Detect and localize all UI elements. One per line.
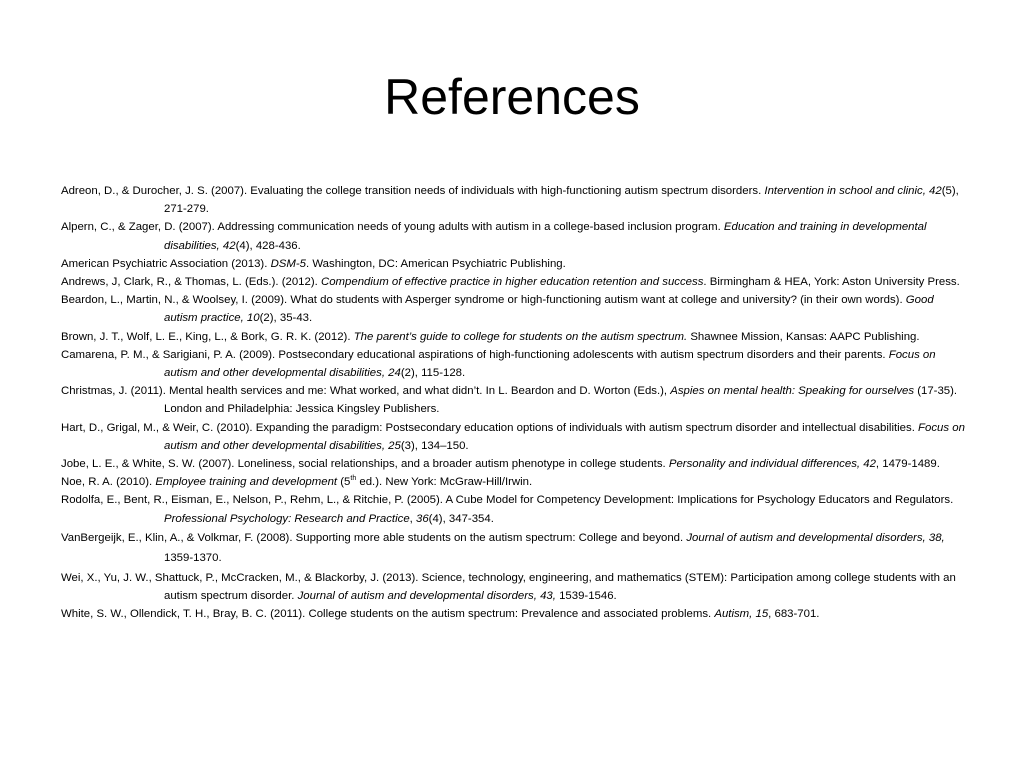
reference-item — [61, 455, 965, 473]
reference-item — [61, 491, 965, 527]
reference-text: Brown, J. T., Wolf, L. E., King, L., & Bork, G. R. K. (2012). — [61, 330, 354, 343]
reference-details: Shawnee Mission, Kansas: AAPC Publishing. — [687, 330, 920, 343]
reference-details: . Washington, DC: American Psychiatric Publishing. — [306, 257, 566, 270]
reference-item — [61, 182, 965, 218]
reference-details: 1539-1546. — [555, 590, 617, 603]
reference-details-tail: (4), 347-354. — [428, 512, 494, 525]
reference-text: Camarena, P. M., & Sarigiani, P. A. (2009). Postsecondary educational aspirations of high-functioning adolescents with autism spectrum disorders and their parents. — [61, 348, 889, 361]
reference-text: Hart, D., Grigal, M., & Weir, C. (2010). Expanding the paradigm: Postsecondary education options of individuals with autism spectrum disorder and intellectual disabilities. — [61, 421, 919, 434]
ordinal-superscript: th — [350, 475, 357, 483]
reference-text: Christmas, J. (2011). Mental health services and me: What worked, and what didn’t. In L. Beardon and D. Worton (Eds.), — [61, 385, 671, 398]
reference-item — [61, 569, 965, 605]
reference-details: 1359-1370. — [164, 552, 222, 565]
reference-source: Journal of autism and developmental disorders, 43, — [297, 590, 556, 603]
reference-list — [61, 182, 965, 623]
reference-details: (3), 134–150. — [400, 439, 469, 452]
reference-item — [61, 473, 965, 491]
reference-source: Employee training and development — [155, 476, 338, 489]
reference-details: , — [409, 512, 416, 525]
reference-details: , 1479-1489. — [875, 458, 940, 471]
reference-details: (5 — [337, 476, 351, 489]
reference-text: Andrews, J, Clark, R., & Thomas, L. (Eds.). (2012). — [61, 276, 321, 289]
reference-item — [61, 528, 965, 569]
reference-text: Jobe, L. E., & White, S. W. (2007). Loneliness, social relationships, and a broader autism phenotype in college students. — [61, 458, 669, 471]
reference-details: (4), 428-436. — [235, 239, 301, 252]
reference-volume: 36 — [416, 512, 429, 525]
reference-text: Beardon, L., Martin, N., & Woolsey, I. (2009). What do students with Asperger syndrome or high-functioning autism want at college and university? (in their own words). — [61, 294, 906, 307]
reference-item — [61, 273, 965, 291]
reference-source: Focus on autism and other developmental disabilities, 24 — [164, 348, 936, 380]
reference-item — [61, 218, 965, 254]
reference-source: Journal of autism and developmental disorders, 38, — [686, 531, 945, 544]
reference-source: Autism, 15 — [714, 608, 769, 621]
reference-item — [61, 382, 965, 418]
reference-source: Good autism practice, 10 — [164, 294, 934, 325]
reference-item — [61, 346, 965, 382]
reference-item — [61, 605, 965, 623]
slide-title: References — [384, 69, 640, 125]
reference-details: , 683-701. — [768, 608, 820, 621]
reference-details: . Birmingham & HEA, York: Aston University Press. — [703, 276, 960, 289]
reference-item — [61, 291, 965, 327]
reference-item — [61, 328, 965, 346]
reference-details: (5), 271-279. — [164, 185, 959, 216]
reference-text: Noe, R. A. (2010). — [61, 476, 156, 489]
reference-details: (2), 115-128. — [400, 367, 466, 380]
reference-text: Alpern, C., & Zager, D. (2007). Addressing communication needs of young adults with autism in a college-based inclusion program. — [61, 221, 724, 234]
reference-item — [61, 255, 965, 273]
reference-text: Adreon, D., & Durocher, J. S. (2007). Evaluating the college transition needs of individuals with high-functioning autism spectrum disorders. — [61, 185, 765, 197]
reference-details-tail: ed.). New York: McGraw-Hill/Irwin. — [356, 476, 533, 489]
reference-source: DSM-5 — [270, 257, 307, 270]
reference-text: VanBergeijk, E., Klin, A., & Volkmar, F. (2008). Supporting more able students on the autism spectrum: College and beyond. — [61, 531, 687, 544]
reference-details: (2), 35-43. — [259, 312, 313, 325]
reference-source: Education and training in developmental disabilities, 42 — [164, 221, 927, 252]
reference-source: Compendium of effective practice in higher education retention and success — [320, 276, 704, 289]
reference-text: Wei, X., Yu, J. W., Shattuck, P., McCracken, M., & Blackorby, J. (2013). Science, technology, engineering, and mathematics (STEM): Participation among college students with an autism spectrum disorder. — [61, 571, 956, 603]
reference-text: American Psychiatric Association (2013). — [61, 257, 271, 270]
reference-source: Aspies on mental health: Speaking for ourselves — [670, 385, 915, 398]
reference-source: Professional Psychology: Research and Practice — [164, 512, 410, 525]
reference-text: White, S. W., Ollendick, T. H., Bray, B. C. (2011). College students on the autism spectrum: Prevalence and associated problems. — [61, 608, 715, 621]
reference-item — [61, 419, 965, 455]
reference-source: Intervention in school and clinic, 42 — [764, 185, 942, 197]
reference-source: Personality and individual differences, 42 — [668, 458, 876, 471]
reference-source: Focus on autism and other developmental disabilities, 25 — [164, 421, 965, 452]
reference-source: The parent’s guide to college for students on the autism spectrum. — [353, 330, 688, 343]
reference-details: (17-35). London and Philadelphia: Jessica Kingsley Publishers. — [164, 385, 958, 416]
reference-text: Rodolfa, E., Bent, R., Eisman, E., Nelson, P., Rehm, L., & Ritchie, P. (2005). A Cube Model for Competency Development: Implications for Psychology Educators and Regulators. — [61, 494, 954, 507]
